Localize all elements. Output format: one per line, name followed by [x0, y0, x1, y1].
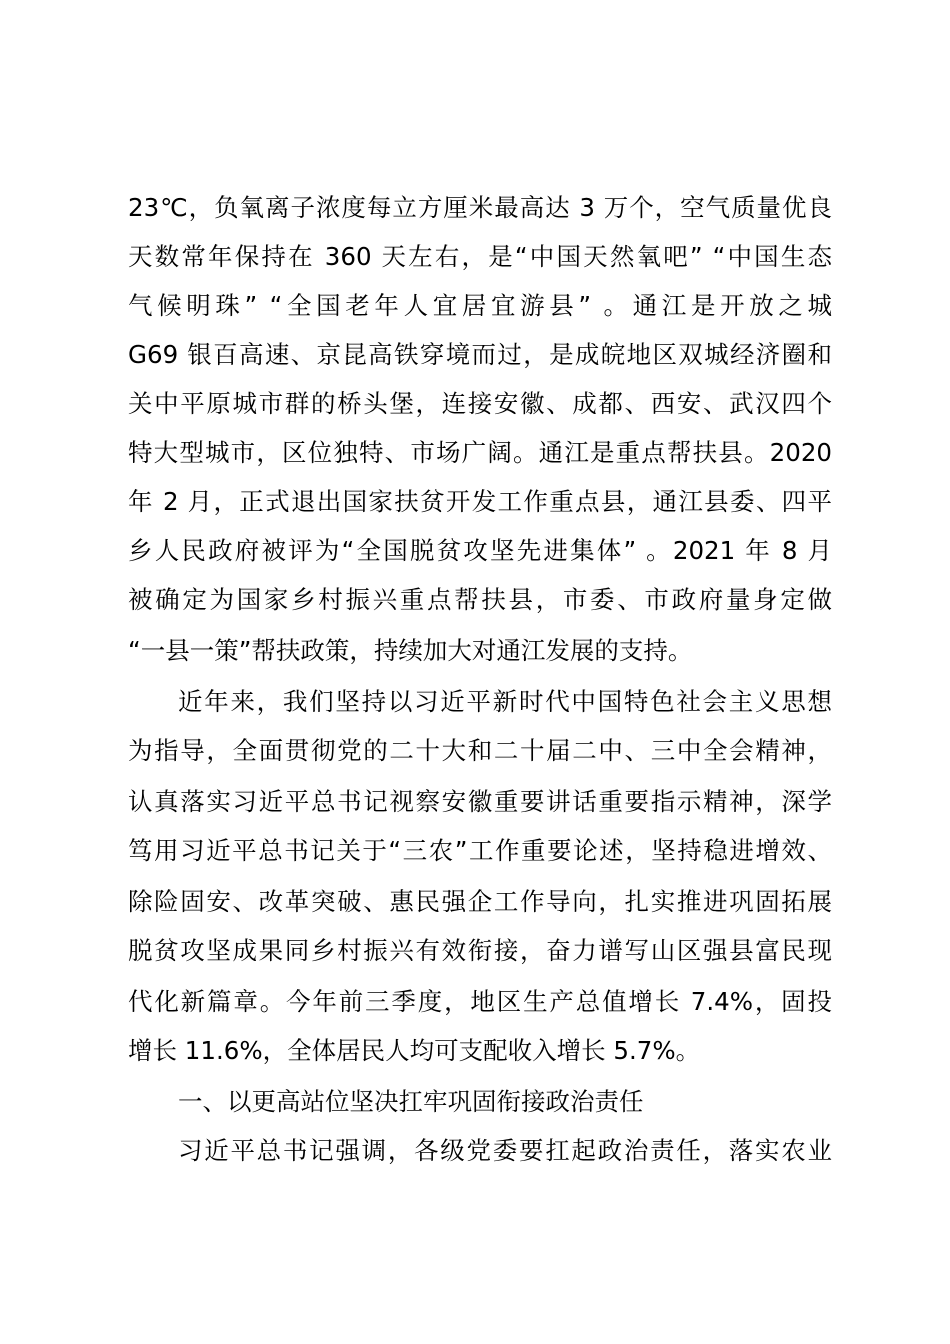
- paragraph-line: 认真落实习近平总书记视察安徽重要讲话重要指示精神，深学: [128, 787, 832, 816]
- paragraph-line: 关中平原城市群的桥头堡，连接安徽、成都、西安、武汉四个: [128, 389, 832, 418]
- paragraph-line: 乡人民政府被评为“全国脱贫攻坚先进集体” 。2021 年 8 月: [128, 536, 832, 565]
- paragraph-line: G69 银百高速、京昆高铁穿境而过，是成皖地区双城经济圈和: [128, 340, 832, 369]
- paragraph-line: 笃用习近平总书记关于“三农”工作重要论述，坚持稳进增效、: [128, 836, 832, 865]
- paragraph-line: 天数常年保持在 360 天左右，是“中国天然氧吧” “中国生态: [128, 242, 832, 271]
- paragraph-line: 增长 11.6%，全体居民人均可支配收入增长 5.7%。: [128, 1036, 701, 1065]
- paragraph-line: 代化新篇章。今年前三季度，地区生产总值增长 7.4%，固投: [128, 987, 832, 1016]
- section-heading: 一、以更高站位坚决扛牢巩固衔接政治责任: [178, 1087, 644, 1116]
- paragraph-line: 特大型城市，区位独特、市场广阔。通江是重点帮扶县。2020: [128, 438, 832, 467]
- paragraph-line: 年 2 月，正式退出国家扶贫开发工作重点县，通江县委、四平: [128, 487, 832, 516]
- paragraph-line: 脱贫攻坚成果同乡村振兴有效衔接，奋力谱写山区强县富民现: [128, 936, 832, 965]
- paragraph-line: 23℃，负氧离子浓度每立方厘米最高达 3 万个，空气质量优良: [128, 193, 832, 222]
- paragraph-line: 除险固安、改革突破、惠民强企工作导向，扎实推进巩固拓展: [128, 887, 832, 916]
- paragraph-line: 习近平总书记强调，各级党委要扛起政治责任，落实农业: [178, 1136, 832, 1165]
- paragraph-line: “一县一策”帮扶政策，持续加大对通江发展的支持。: [128, 636, 693, 665]
- paragraph-line: 气候明珠” “全国老年人宜居宜游县” 。通江是开放之城: [128, 291, 832, 320]
- paragraph-line: 为指导，全面贯彻党的二十大和二十届二中、三中全会精神，: [128, 736, 832, 765]
- paragraph-line: 被确定为国家乡村振兴重点帮扶县，市委、市政府量身定做: [128, 585, 832, 614]
- paragraph-line: 近年来，我们坚持以习近平新时代中国特色社会主义思想: [178, 687, 832, 716]
